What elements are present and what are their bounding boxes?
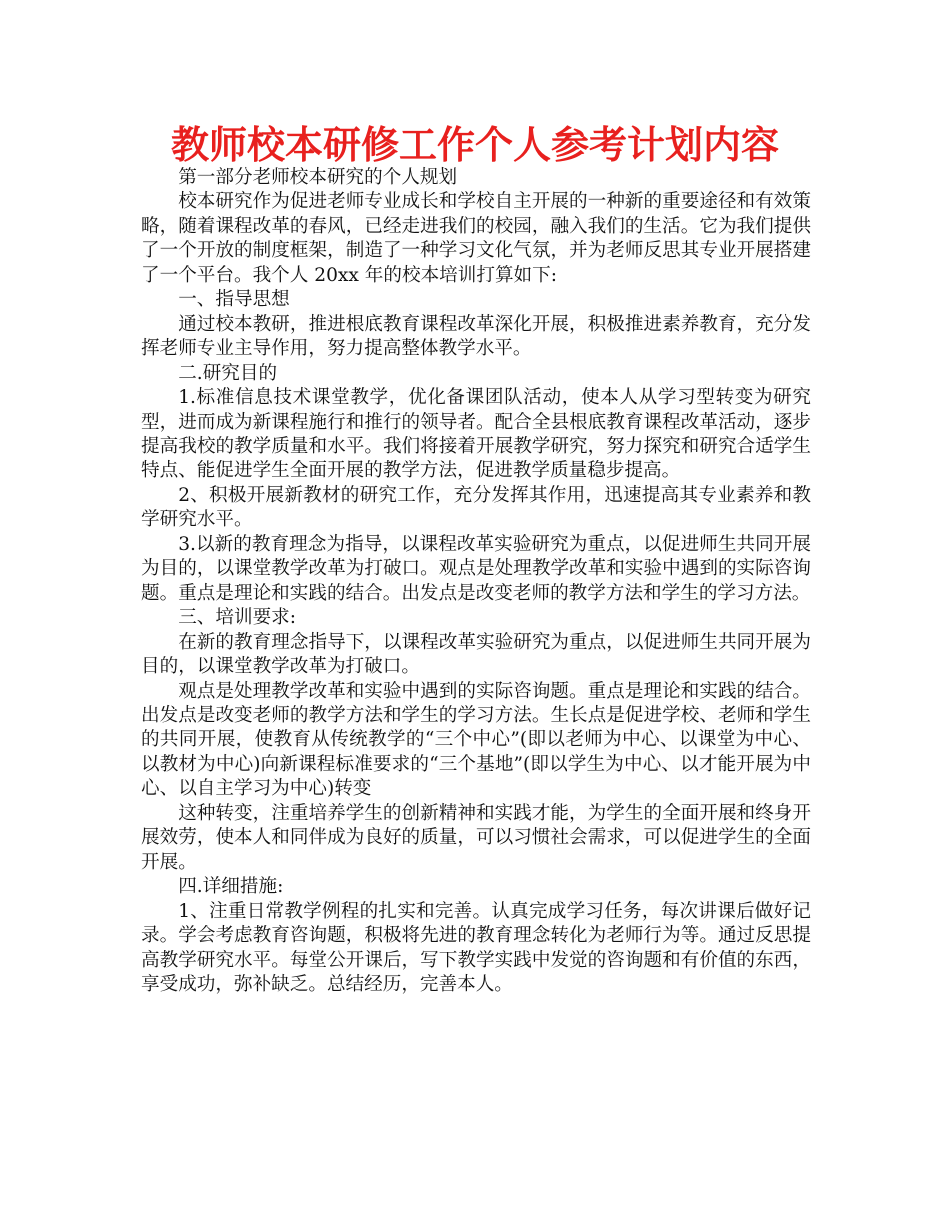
body-paragraph: 3.以新的教育理念为指导，以课程改革实验研究为重点，以促进师生共同开展为目的，以课堂教学改革为打破口。观点是处理教学改革和实验中遇到的实际咨询题。重点是理论和实践的结合。出发点是改变老师的教学方法和学生的学习方法。 bbox=[141, 533, 811, 604]
section-heading: 二.研究目的 bbox=[178, 362, 278, 384]
body-paragraph: 1、注重日常教学例程的扎实和完善。认真完成学习任务，每次讲课后做好记录。学会考虑教育咨询题，积极将先进的教育理念转化为老师行为等。通过反思提高教学研究水平。每堂公开课后，写下教学实践中发觉的咨询题和有价值的东西，享受成功，弥补缺乏。总结经历，完善本人。 bbox=[141, 900, 811, 995]
body-paragraph: 通过校本教研，推进根底教育课程改革深化开展，积极推进素养教育，充分发挥老师专业主导作用，努力提高整体教学水平。 bbox=[141, 313, 811, 360]
document-title: 教师校本研修工作个人参考计划内容 bbox=[170, 123, 779, 167]
document-body bbox=[141, 166, 811, 997]
body-paragraph: 1.标准信息技术课堂教学，优化备课团队活动，使本人从学习型转变为研究型，进而成为新课程施行和推行的领导者。配合全县根底教育课程改革活动，逐步提高我校的教学质量和水平。我们将接着开展教学研究，努力探究和研究合适学生特点、能促进学生全面开展的教学方法，促进教学质量稳步提高。 bbox=[141, 387, 811, 482]
section-heading: 四.详细措施: bbox=[178, 876, 284, 898]
section-heading: 第一部分老师校本研究的个人规划 bbox=[178, 167, 458, 188]
section-heading: 三、培训要求: bbox=[178, 607, 297, 629]
body-paragraph: 这种转变，注重培养学生的创新精神和实践才能，为学生的全面开展和终身开展效劳，使本人和同伴成为良好的质量，可以习惯社会需求，可以促进学生的全面开展。 bbox=[141, 802, 811, 873]
body-paragraph: 在新的教育理念指导下，以课程改革实验研究为重点，以促进师生共同开展为目的，以课堂教学改革为打破口。 bbox=[141, 631, 811, 678]
body-paragraph: 2、积极开展新教材的研究工作，充分发挥其作用，迅速提高其专业素养和教学研究水平。 bbox=[141, 484, 811, 531]
section-heading: 一、指导思想 bbox=[178, 289, 290, 311]
body-paragraph: 校本研究作为促进老师专业成长和学校自主开展的一种新的重要途径和有效策略，随着课程改革的春风，已经走进我们的校园，融入我们的生活。它为我们提供了一个开放的制度框架，制造了一种学习文化气氛，并为老师反思其专业开展搭建了一个平台。我个人 20xx 年的校本培训打算如下: bbox=[141, 191, 811, 286]
body-paragraph: 观点是处理教学改革和实验中遇到的实际咨询题。重点是理论和实践的结合。出发点是改变老师的教学方法和学生的学习方法。生长点是促进学校、老师和学生的共同开展，使教育从传统教学的“三个中心”(即以老师为中心、以课堂为中心、以教材为中心)向新课程标准要求的“三个基地”(即以学生为中心、以才能开展为中心、以自主学习为中心)转变 bbox=[141, 680, 811, 800]
